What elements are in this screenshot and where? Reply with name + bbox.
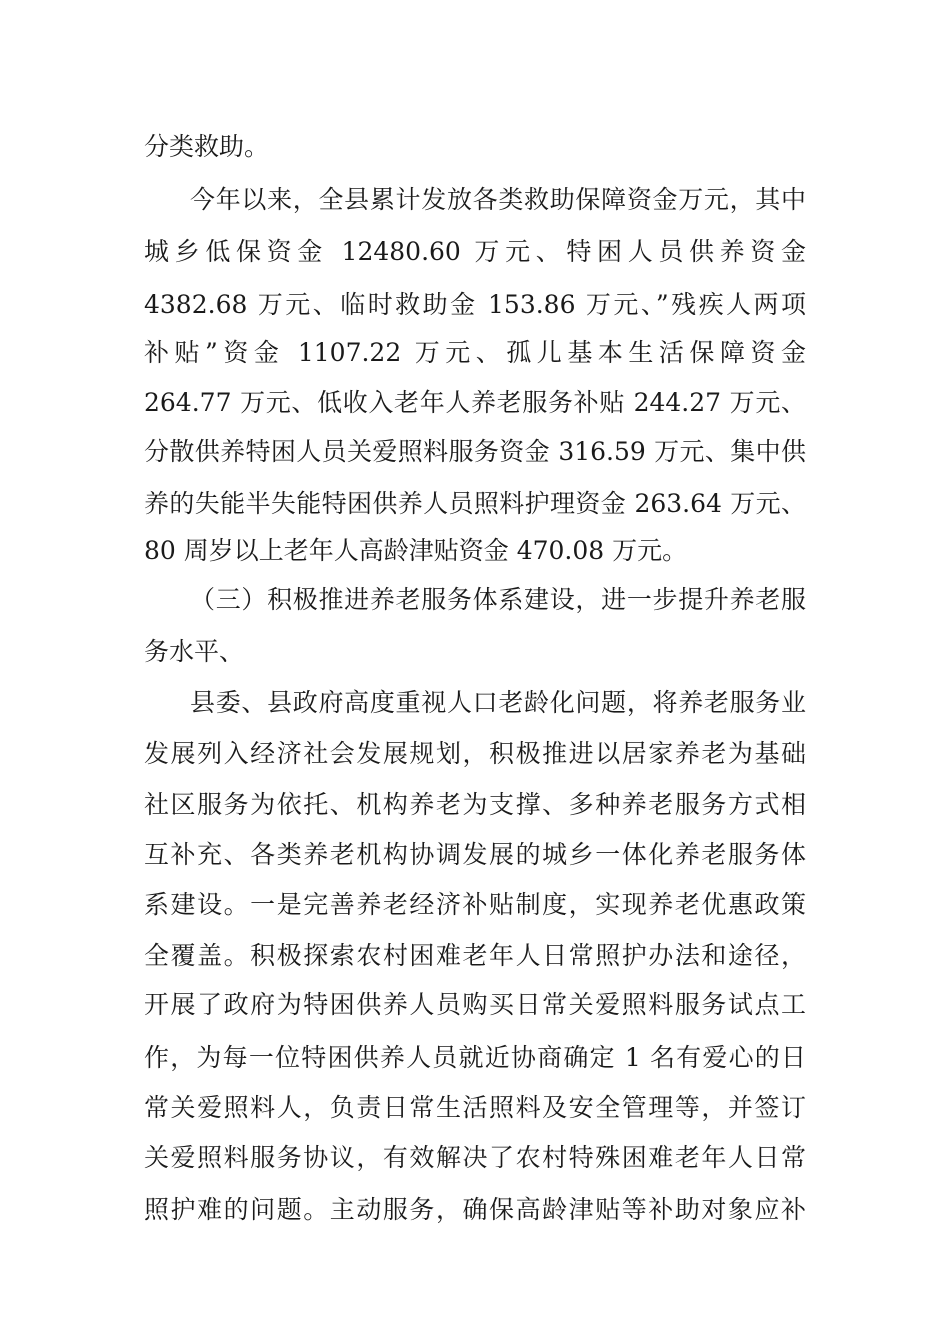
text-line: 常关爱照料人，负责日常生活照料及安全管理等，并签订 [144,1093,806,1122]
text-line: 开展了政府为特困供养人员购买日常关爱照料服务试点工 [144,990,806,1019]
text-line: 80 周岁以上老年人高龄津贴资金 470.08 万元。 [144,536,688,565]
text-line: 关爱照料服务协议，有效解决了农村特殊困难老年人日常 [144,1143,806,1172]
text-line: 系建设。一是完善养老经济补贴制度，实现养老优惠政策 [144,890,806,919]
section-heading-line: （三）积极推进养老服务体系建设，进一步提升养老服 [190,585,806,614]
text-line: 城乡低保资金 12480.60 万元、特困人员供养资金 [144,237,806,266]
text-line: 分散供养特困人员关爱照料服务资金 316.59 万元、集中供 [144,437,806,466]
text-line: 4382.68 万元、临时救助金 153.86 万元、”残疾人两项 [144,290,806,319]
paragraph-first-line: 今年以来，全县累计发放各类救助保障资金万元，其中 [190,185,806,214]
text-line: 社区服务为依托、机构养老为支撑、多种养老服务方式相 [144,790,806,819]
paragraph-first-line: 县委、县政府高度重视人口老龄化问题，将养老服务业 [190,688,806,717]
text-line: 补贴”资金 1107.22 万元、孤儿基本生活保障资金 [144,338,806,367]
text-line: 全覆盖。积极探索农村困难老年人日常照护办法和途径， [144,941,806,970]
text-line: 互补充、各类养老机构协调发展的城乡一体化养老服务体 [144,840,806,869]
section-heading-line: 务水平、 [144,637,245,666]
text-line: 分类救助。 [144,132,270,161]
text-line: 264.77 万元、低收入老年人养老服务补贴 244.27 万元、 [144,388,806,417]
text-line: 养的失能半失能特困供养人员照料护理资金 263.64 万元、 [144,489,806,518]
text-line: 作，为每一位特困供养人员就近协商确定 1 名有爱心的日 [144,1043,806,1072]
text-line: 照护难的问题。主动服务，确保高龄津贴等补助对象应补 [144,1195,806,1224]
text-line: 发展列入经济社会发展规划，积极推进以居家养老为基础 [144,739,806,768]
